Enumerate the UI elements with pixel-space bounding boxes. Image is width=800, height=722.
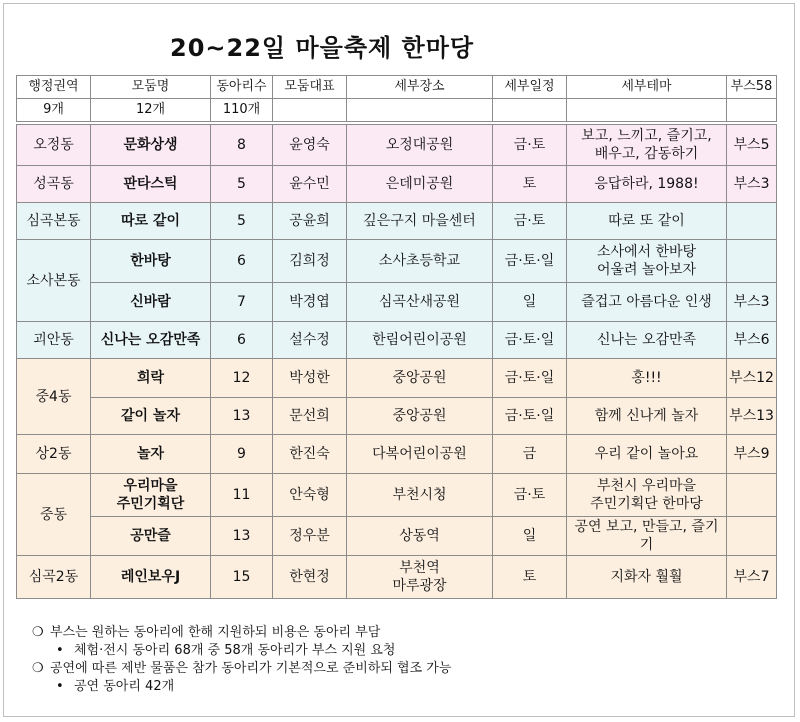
sched-cell: 금·토·일 xyxy=(493,322,567,359)
clubs-cell: 5 xyxy=(211,203,273,240)
clubs-cell: 12 xyxy=(211,359,273,398)
circle-bullet-icon: ❍ xyxy=(32,625,44,640)
rep-cell: 박성한 xyxy=(273,359,347,398)
place-cell: 소사초등학교 xyxy=(347,240,493,283)
note-text: 부스는 원하는 동아리에 한해 지원하되 비용은 동아리 부담 xyxy=(50,625,381,640)
note-item xyxy=(32,678,451,696)
theme-cell: 우리 같이 놀아요 xyxy=(567,435,727,474)
note-item xyxy=(32,660,451,678)
clubs-cell: 5 xyxy=(211,166,273,203)
place-cell: 부천역 마루광장 xyxy=(347,556,493,599)
region-cell: 중동 xyxy=(17,474,91,556)
sched-cell: 금·토·일 xyxy=(493,359,567,398)
booth-cell: 부스5 xyxy=(727,125,777,166)
header-cell: 세부테마 xyxy=(567,76,727,99)
count-cell xyxy=(727,99,777,122)
region-cell: 상2동 xyxy=(17,435,91,474)
region-cell: 오정동 xyxy=(17,125,91,166)
rep-cell: 문선희 xyxy=(273,398,347,435)
clubs-cell: 9 xyxy=(211,435,273,474)
theme-cell: 즐겁고 아름다운 인생 xyxy=(567,283,727,322)
theme-cell: 따로 또 같이 xyxy=(567,203,727,240)
clubs-cell: 13 xyxy=(211,398,273,435)
rep-cell: 박경엽 xyxy=(273,283,347,322)
count-cell: 9개 xyxy=(17,99,91,122)
table-row xyxy=(17,322,777,359)
theme-cell: 홍!!! xyxy=(567,359,727,398)
rep-cell: 한현정 xyxy=(273,556,347,599)
count-cell: 110개 xyxy=(211,99,273,122)
theme-cell: 부천시 우리마을 주민기획단 한마당 xyxy=(567,474,727,517)
note-text: 공연 동아리 42개 xyxy=(74,679,175,694)
sched-cell: 금·토·일 xyxy=(493,240,567,283)
header-cell: 세부장소 xyxy=(347,76,493,99)
header-row xyxy=(17,76,777,99)
booth-cell: 부스3 xyxy=(727,283,777,322)
place-cell: 한림어린이공원 xyxy=(347,322,493,359)
table-row xyxy=(17,203,777,240)
header-cell: 모둠명 xyxy=(91,76,211,99)
sched-cell: 토 xyxy=(493,166,567,203)
name-cell: 신바람 xyxy=(91,283,211,322)
region-cell: 심곡본동 xyxy=(17,203,91,240)
sched-cell: 금·토 xyxy=(493,474,567,517)
place-cell: 부천시청 xyxy=(347,474,493,517)
booth-cell xyxy=(727,517,777,556)
place-cell: 중앙공원 xyxy=(347,359,493,398)
name-cell: 판타스틱 xyxy=(91,166,211,203)
note-text: 공연에 따른 제반 물품은 참가 동아리가 기본적으로 준비하되 협조 가능 xyxy=(50,661,452,676)
rep-cell: 김희정 xyxy=(273,240,347,283)
clubs-cell: 15 xyxy=(211,556,273,599)
header-cell: 세부일정 xyxy=(493,76,567,99)
booth-cell xyxy=(727,474,777,517)
count-cell xyxy=(567,99,727,122)
count-cell: 12개 xyxy=(91,99,211,122)
count-cell xyxy=(347,99,493,122)
sched-cell: 금·토 xyxy=(493,203,567,240)
place-cell: 다복어린이공원 xyxy=(347,435,493,474)
place-cell: 은데미공원 xyxy=(347,166,493,203)
booth-cell xyxy=(727,203,777,240)
table-row xyxy=(17,240,777,283)
booth-cell: 부스6 xyxy=(727,322,777,359)
region-cell: 심곡2동 xyxy=(17,556,91,599)
count-cell xyxy=(273,99,347,122)
note-item xyxy=(32,624,451,642)
name-cell: 레인보우J xyxy=(91,556,211,599)
region-cell: 괴안동 xyxy=(17,322,91,359)
table-row xyxy=(17,125,777,166)
table-row xyxy=(17,359,777,398)
footnotes xyxy=(32,624,451,696)
sched-cell: 일 xyxy=(493,517,567,556)
name-cell: 공만즐 xyxy=(91,517,211,556)
clubs-cell: 6 xyxy=(211,322,273,359)
region-cell: 중4동 xyxy=(17,359,91,435)
booth-cell: 부스9 xyxy=(727,435,777,474)
festival-table xyxy=(16,75,777,599)
clubs-cell: 11 xyxy=(211,474,273,517)
booth-cell: 부스7 xyxy=(727,556,777,599)
name-cell: 같이 놀자 xyxy=(91,398,211,435)
name-cell: 문화상생 xyxy=(91,125,211,166)
sched-cell: 일 xyxy=(493,283,567,322)
rep-cell: 안숙형 xyxy=(273,474,347,517)
dot-bullet-icon: • xyxy=(56,679,64,694)
sched-cell: 금·토 xyxy=(493,125,567,166)
booth-cell: 부스3 xyxy=(727,166,777,203)
note-item xyxy=(32,642,451,660)
count-row xyxy=(17,99,777,122)
theme-cell: 공연 보고, 만들고, 즐기기 xyxy=(567,517,727,556)
name-cell: 우리마을 주민기획단 xyxy=(91,474,211,517)
rep-cell: 윤수민 xyxy=(273,166,347,203)
table-row xyxy=(17,283,777,322)
name-cell: 신나는 오감만족 xyxy=(91,322,211,359)
clubs-cell: 6 xyxy=(211,240,273,283)
note-text: 체험·전시 동아리 68개 중 58개 동아리가 부스 지원 요청 xyxy=(74,643,396,658)
dot-bullet-icon: • xyxy=(56,643,64,658)
table-row xyxy=(17,517,777,556)
name-cell: 한바탕 xyxy=(91,240,211,283)
clubs-cell: 7 xyxy=(211,283,273,322)
theme-cell: 보고, 느끼고, 즐기고, 배우고, 감동하기 xyxy=(567,125,727,166)
table-row xyxy=(17,166,777,203)
theme-cell: 응답하라, 1988! xyxy=(567,166,727,203)
circle-bullet-icon: ❍ xyxy=(32,661,44,676)
sched-cell: 토 xyxy=(493,556,567,599)
place-cell: 오정대공원 xyxy=(347,125,493,166)
table-row xyxy=(17,435,777,474)
booth-cell: 부스13 xyxy=(727,398,777,435)
place-cell: 중앙공원 xyxy=(347,398,493,435)
theme-cell: 함께 신나게 놀자 xyxy=(567,398,727,435)
rep-cell: 공윤희 xyxy=(273,203,347,240)
booth-cell xyxy=(727,240,777,283)
sched-cell: 금 xyxy=(493,435,567,474)
region-cell: 소사본동 xyxy=(17,240,91,322)
header-cell: 동아리수 xyxy=(211,76,273,99)
clubs-cell: 13 xyxy=(211,517,273,556)
booth-cell: 부스12 xyxy=(727,359,777,398)
region-cell: 성곡동 xyxy=(17,166,91,203)
place-cell: 심곡산새공원 xyxy=(347,283,493,322)
header-cell: 부스58 xyxy=(727,76,777,99)
name-cell: 놀자 xyxy=(91,435,211,474)
rep-cell: 정우분 xyxy=(273,517,347,556)
name-cell: 따로 같이 xyxy=(91,203,211,240)
name-cell: 희락 xyxy=(91,359,211,398)
header-cell: 행정권역 xyxy=(17,76,91,99)
count-cell xyxy=(493,99,567,122)
theme-cell: 소사에서 한바탕 어울려 놀아보자 xyxy=(567,240,727,283)
table-row xyxy=(17,556,777,599)
place-cell: 상동역 xyxy=(347,517,493,556)
table-row xyxy=(17,474,777,517)
header-cell: 모둠대표 xyxy=(273,76,347,99)
rep-cell: 한진숙 xyxy=(273,435,347,474)
place-cell: 깊은구지 마을센터 xyxy=(347,203,493,240)
theme-cell: 신나는 오감만족 xyxy=(567,322,727,359)
rep-cell: 설수정 xyxy=(273,322,347,359)
page-title: 20~22일 마을축제 한마당 xyxy=(170,34,475,62)
theme-cell: 지화자 훨훨 xyxy=(567,556,727,599)
sched-cell: 금·토·일 xyxy=(493,398,567,435)
table-row xyxy=(17,398,777,435)
clubs-cell: 8 xyxy=(211,125,273,166)
rep-cell: 윤영숙 xyxy=(273,125,347,166)
